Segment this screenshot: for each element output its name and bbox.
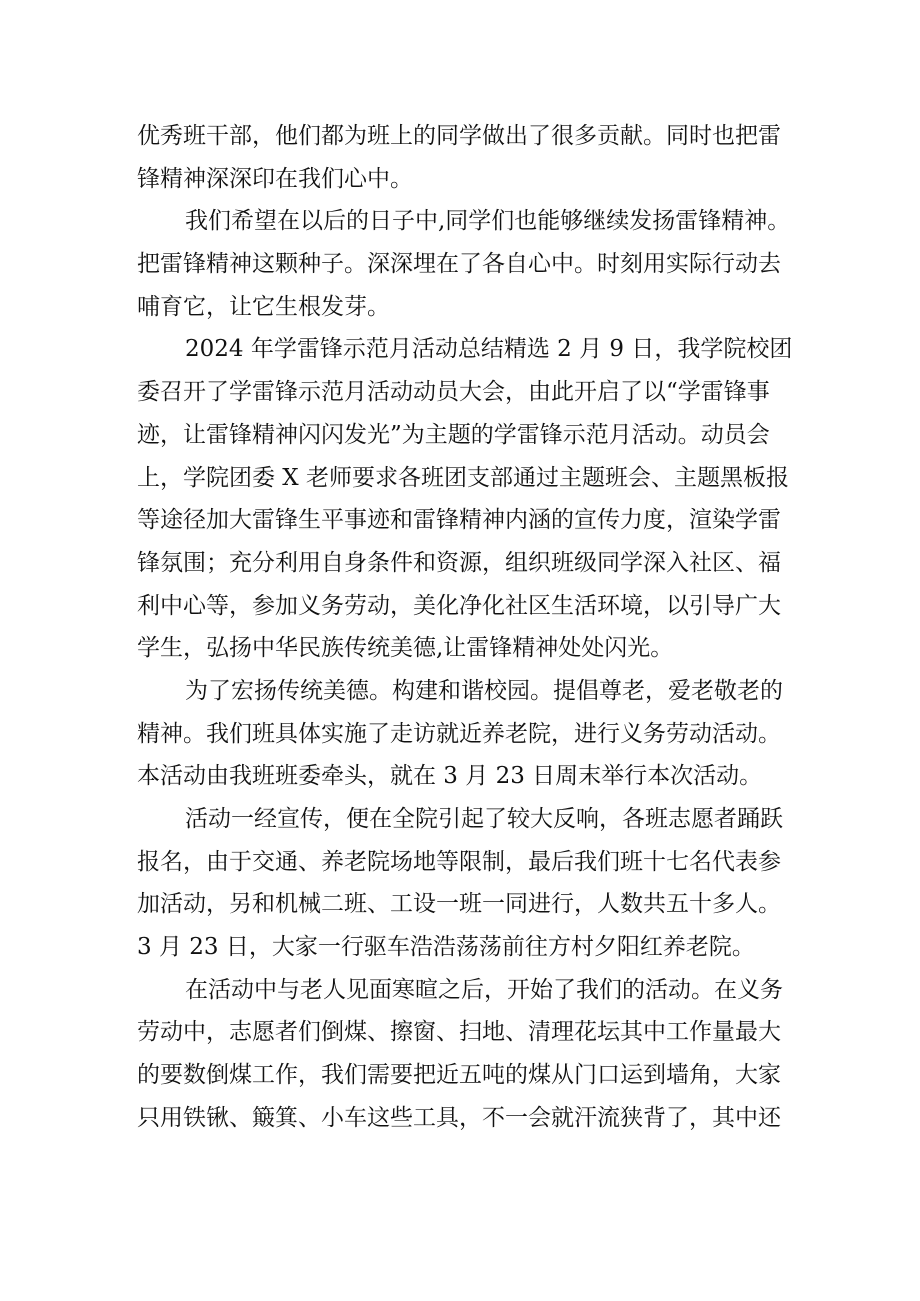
text-line: 加活动，另和机械二班、工设一班一同进行，人数共五十多人。	[137, 891, 781, 918]
text-line: 报名，由于交通、养老院场地等限制，最后我们班十七名代表参	[137, 848, 781, 875]
paragraph-first-line: 活动一经宣传，便在全院引起了较大反响，各班志愿者踊跃	[185, 806, 783, 832]
text-line: 把雷锋精神这颗种子。深深埋在了各自心中。时刻用实际行动去	[137, 251, 781, 278]
text-line: 只用铁锹、簸箕、小车这些工具，不一会就汗流狭背了，其中还	[137, 1104, 781, 1131]
paragraph-first-line: 我们希望在以后的日子中,同学们也能够继续发扬雷锋精神。	[185, 208, 791, 235]
body-text	[137, 115, 793, 1140]
text-line: 精神。我们班具体实施了走访就近养老院，进行义务劳动活动。	[137, 720, 781, 747]
paragraph-first-line: 在活动中与老人见面寒暄之后，开始了我们的活动。在义务	[185, 976, 783, 1003]
text-line: 本活动由我班班委牵头，就在 3 月 23 日周末举行本次活动。	[137, 763, 763, 790]
text-line: 利中心等，参加义务劳动，美化净化社区生活环境，以引导广大	[137, 592, 781, 619]
text-line: 哺育它，让它生根发芽。	[137, 293, 390, 320]
text-line: 学生，弘扬中华民族传统美德,让雷锋精神处处闪光。	[137, 635, 674, 662]
paragraph-first-line: 为了宏扬传统美德。构建和谐校园。提倡尊老，爱老敬老的	[185, 677, 783, 704]
text-line: 优秀班干部，他们都为班上的同学做出了很多贡献。同时也把雷	[137, 123, 781, 149]
text-line: 迹，让雷锋精神闪闪发光”为主题的学雷锋示范月活动。动员会	[137, 421, 770, 448]
text-line: 3 月 23 日，大家一行驱车浩浩荡荡前往方村夕阳红养老院。	[137, 934, 755, 961]
text-line: 锋精神深深印在我们心中。	[137, 165, 413, 192]
paragraph-first-line: 2024 年学雷锋示范月活动总结精选 2 月 9 日，我学院校团	[185, 336, 793, 363]
text-line: 等途径加大雷锋生平事迹和雷锋精神内涵的宣传力度，渲染学雷	[137, 507, 781, 534]
text-line: 上，学院团委 X 老师要求各班团支部通过主题班会、主题黑板报	[137, 464, 789, 491]
text-line: 劳动中，志愿者们倒煤、擦窗、扫地、清理花坛其中工作量最大	[137, 1019, 781, 1046]
text-line: 委召开了学雷锋示范月活动动员大会，由此开启了以“学雷锋事	[137, 379, 770, 406]
text-line: 的要数倒煤工作，我们需要把近五吨的煤从门口运到墙角，大家	[137, 1062, 781, 1089]
text-line: 锋氛围；充分利用自身条件和资源，组织班级同学深入社区、福	[137, 549, 781, 576]
